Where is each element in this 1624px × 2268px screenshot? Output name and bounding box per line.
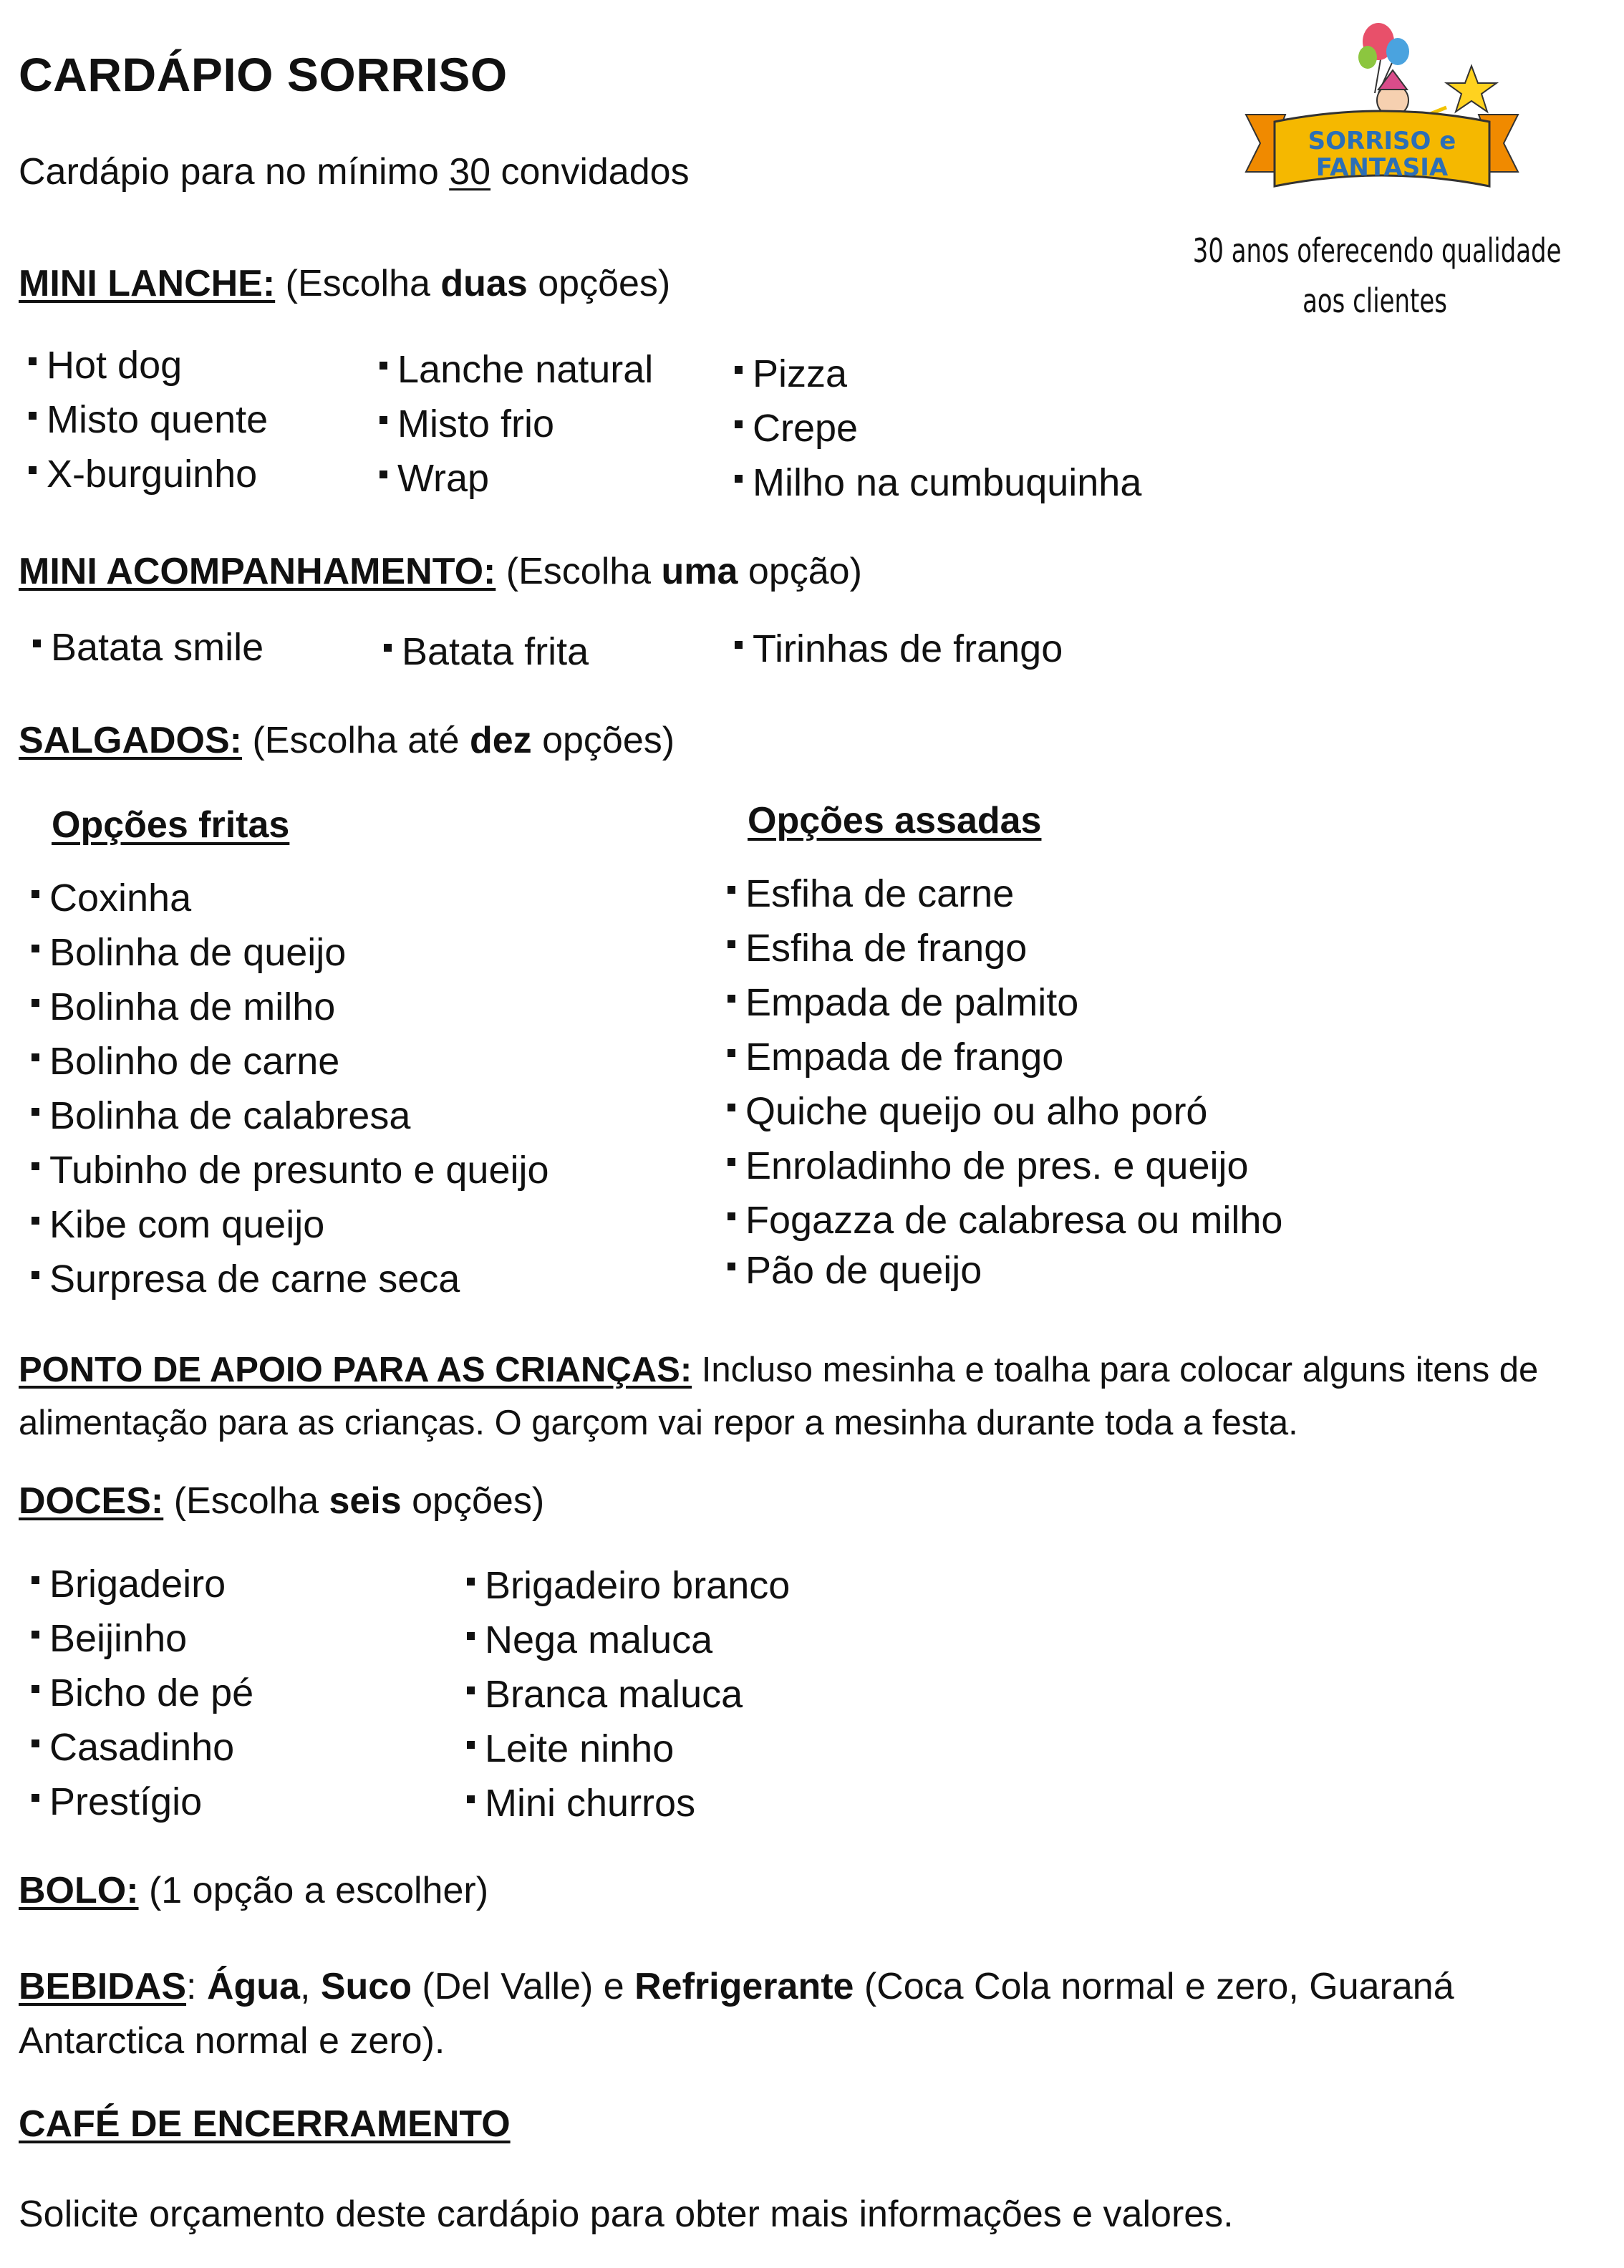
- bullet-icon: [735, 641, 743, 649]
- section-title: BEBIDAS: [19, 1966, 187, 2007]
- bullet-icon: [29, 357, 37, 365]
- item-label: Misto quente: [47, 398, 269, 441]
- mini-lanche-col2: [380, 342, 653, 506]
- heading-emphasis: dez: [469, 720, 532, 761]
- item-label: Pão de queijo: [745, 1249, 982, 1292]
- bullet-icon: [32, 1217, 39, 1225]
- drink-suco: Suco: [320, 1966, 412, 2007]
- bullet-icon: [32, 1053, 39, 1061]
- section-title: SALGADOS:: [19, 720, 242, 761]
- section-title: MINI LANCHE:: [19, 263, 276, 304]
- section-text: Incluso mesinha e toalha para colocar alguns itens de alimentação para as crianças. O garçom vai repor a mesinha durante toda a festa.: [19, 1351, 1539, 1442]
- item-label: Tirinhas de frango: [753, 627, 1063, 670]
- item-label: Kibe com queijo: [49, 1203, 325, 1246]
- heading-emphasis: uma: [661, 551, 738, 592]
- item-label: Casadinho: [49, 1726, 235, 1769]
- list-item: [32, 1611, 253, 1666]
- section-title: DOCES:: [19, 1480, 164, 1522]
- bullet-icon: [32, 1162, 39, 1170]
- item-label: Bolinha de queijo: [49, 931, 347, 974]
- tagline-line2: aos clientes: [1302, 281, 1447, 320]
- tagline: [1192, 226, 1562, 326]
- bullet-icon: [384, 644, 392, 652]
- item-label: Nega maluca: [485, 1618, 713, 1661]
- mini-lanche-heading: [19, 262, 670, 305]
- punct: :: [186, 1966, 207, 2007]
- list-item: [380, 342, 653, 397]
- tagline-line1: 30 anos oferecendo qualidade: [1192, 231, 1562, 270]
- list-item: [728, 1139, 1282, 1193]
- item-label: Empada de palmito: [745, 981, 1079, 1024]
- subtitle-before: Cardápio para no mínimo: [19, 151, 450, 193]
- bullet-icon: [32, 945, 39, 952]
- list-item: [33, 620, 264, 675]
- heading-text: (1 opção a escolher): [138, 1870, 489, 1911]
- bolo-heading: [19, 1869, 488, 1912]
- item-label: Empada de frango: [745, 1036, 1064, 1078]
- logo-line1: SORRISO e: [1308, 127, 1456, 155]
- list-item: [735, 455, 1141, 510]
- bullet-icon: [467, 1686, 475, 1694]
- item-label: Pizza: [753, 352, 848, 395]
- bullet-icon: [728, 1049, 735, 1057]
- mini-acompanhamento-heading: [19, 550, 862, 593]
- fritas-list: [32, 871, 549, 1306]
- item-label: Bicho de pé: [49, 1671, 254, 1714]
- item-label: Surpresa de carne seca: [49, 1258, 460, 1301]
- list-item: [32, 1089, 549, 1143]
- item-label: Enroladinho de pres. e queijo: [745, 1144, 1249, 1187]
- list-item: [32, 1557, 253, 1611]
- drink-refrigerante: Refrigerante: [634, 1966, 854, 2007]
- bullet-icon: [467, 1578, 475, 1586]
- item-label: Milho na cumbuquinha: [753, 461, 1142, 504]
- bullet-icon: [728, 1104, 735, 1111]
- item-label: Fogazza de calabresa ou milho: [745, 1199, 1283, 1242]
- item-label: Esfiha de frango: [745, 927, 1028, 970]
- heading-text: (Escolha: [163, 1480, 329, 1522]
- list-item: [29, 392, 268, 447]
- list-item: [29, 447, 268, 501]
- bullet-icon: [32, 1739, 39, 1747]
- bullet-icon: [735, 420, 743, 428]
- logo-line2: FANTASIA: [1315, 153, 1449, 182]
- item-label: Beijinho: [49, 1617, 188, 1660]
- bullet-icon: [32, 1108, 39, 1116]
- bullet-icon: [32, 1576, 39, 1584]
- bullet-icon: [29, 466, 37, 474]
- heading-text: opções): [527, 263, 671, 304]
- item-label: Bolinha de calabresa: [49, 1094, 411, 1137]
- list-item: [728, 1193, 1282, 1248]
- item-label: Bolinho de carne: [49, 1040, 340, 1083]
- item-label: Esfiha de carne: [745, 872, 1015, 915]
- item-label: Quiche queijo ou alho poró: [745, 1090, 1208, 1133]
- bullet-icon: [728, 886, 735, 894]
- item-label: Bolinha de milho: [49, 985, 336, 1028]
- heading-text: (Escolha até: [242, 720, 470, 761]
- fritas-subheading: Opções fritas: [52, 804, 290, 846]
- bebidas-paragraph: [19, 1959, 1558, 2068]
- list-item: [380, 397, 653, 451]
- bullet-icon: [467, 1795, 475, 1803]
- item-label: Lanche natural: [397, 348, 654, 391]
- item-label: Brigadeiro branco: [485, 1564, 791, 1607]
- list-item: [384, 624, 589, 679]
- heading-text: (Escolha: [275, 263, 441, 304]
- heading-emphasis: seis: [329, 1480, 402, 1522]
- mini-lanche-col1: [29, 338, 268, 501]
- list-item: [467, 1558, 790, 1613]
- list-item: [29, 338, 268, 392]
- list-item: [735, 622, 1063, 676]
- bullet-icon: [380, 471, 387, 478]
- list-item: [380, 451, 653, 506]
- list-item: [32, 1666, 253, 1720]
- mini-lanche-col3: [735, 347, 1141, 510]
- assadas-list: [728, 867, 1282, 1293]
- bullet-icon: [728, 1263, 735, 1270]
- list-item: [728, 1248, 1282, 1293]
- bullet-icon: [735, 475, 743, 483]
- list-item: [735, 401, 1141, 455]
- list-item: [32, 1197, 549, 1252]
- drink-agua: Água: [206, 1966, 300, 2007]
- doces-col1: [32, 1557, 253, 1829]
- assadas-subheading: Opções assadas: [748, 800, 1042, 841]
- subtitle-after: convidados: [490, 151, 690, 193]
- list-item: [32, 1775, 253, 1829]
- item-label: Crepe: [753, 407, 859, 450]
- cafe-heading: [19, 2103, 511, 2146]
- mini-acomp-col3: [735, 622, 1063, 676]
- heading-text: opção): [738, 551, 862, 592]
- list-item: [467, 1613, 790, 1667]
- list-item: [735, 347, 1141, 401]
- salgados-heading: [19, 719, 675, 762]
- footer-text: Solicite orçamento deste cardápio para obter mais informações e valores.: [19, 2194, 1234, 2235]
- bullet-icon: [32, 890, 39, 898]
- item-label: X-burguinho: [47, 453, 258, 496]
- heading-text: (Escolha: [496, 551, 662, 592]
- list-item: [32, 1252, 549, 1306]
- bullet-icon: [728, 1158, 735, 1166]
- bullet-icon: [32, 1794, 39, 1802]
- list-item: [728, 975, 1282, 1030]
- list-item: [32, 1720, 253, 1775]
- item-label: Wrap: [397, 457, 490, 500]
- list-item: [467, 1722, 790, 1776]
- list-item: [32, 925, 549, 980]
- bullet-icon: [32, 1685, 39, 1693]
- section-title: BOLO:: [19, 1870, 139, 1911]
- item-label: Hot dog: [47, 344, 183, 387]
- bullet-icon: [33, 640, 41, 647]
- bullet-icon: [29, 412, 37, 420]
- list-item: [467, 1776, 790, 1830]
- bullet-icon: [728, 995, 735, 1003]
- bullet-icon: [467, 1741, 475, 1749]
- ponto-apoio-paragraph: [19, 1343, 1594, 1449]
- section-title: CAFÉ DE ENCERRAMENTO: [19, 2103, 511, 2145]
- mini-acomp-col2: [384, 624, 589, 679]
- guest-minimum-text: [19, 150, 690, 193]
- list-item: [32, 980, 549, 1034]
- bullet-icon: [380, 416, 387, 424]
- bullet-icon: [728, 1212, 735, 1220]
- page-title: CARDÁPIO SORRISO: [19, 48, 508, 101]
- item-label: Leite ninho: [485, 1727, 675, 1770]
- section-title: PONTO DE APOIO PARA AS CRIANÇAS:: [19, 1351, 692, 1389]
- list-item: [728, 1030, 1282, 1084]
- doces-col2: [467, 1558, 790, 1830]
- bullet-icon: [32, 1271, 39, 1279]
- mini-acomp-col1: [33, 620, 264, 675]
- bullet-icon: [380, 362, 387, 370]
- list-item: [728, 1084, 1282, 1139]
- heading-emphasis: duas: [440, 263, 528, 304]
- heading-text: opções): [531, 720, 675, 761]
- section-title: MINI ACOMPANHAMENTO:: [19, 551, 496, 592]
- punct: ,: [299, 1966, 321, 2007]
- list-item: [467, 1667, 790, 1722]
- drink-note: (Del Valle) e: [411, 1966, 635, 2007]
- item-label: Brigadeiro: [49, 1563, 226, 1606]
- item-label: Prestígio: [49, 1780, 203, 1823]
- bullet-icon: [467, 1632, 475, 1640]
- drink-note: (Coca Cola normal e zero, Guaraná Antarctica normal e zero).: [19, 1966, 1454, 2062]
- sorriso-fantasia-logo: [1232, 14, 1532, 215]
- list-item: [32, 1143, 549, 1197]
- list-item: [728, 867, 1282, 921]
- list-item: [728, 921, 1282, 975]
- doces-heading: [19, 1480, 544, 1523]
- bullet-icon: [735, 366, 743, 374]
- item-label: Branca maluca: [485, 1673, 743, 1716]
- item-label: Batata frita: [402, 630, 589, 673]
- bullet-icon: [32, 999, 39, 1007]
- item-label: Batata smile: [51, 626, 264, 669]
- item-label: Misto frio: [397, 402, 555, 445]
- heading-text: opções): [401, 1480, 545, 1522]
- list-item: [32, 871, 549, 925]
- item-label: Mini churros: [485, 1782, 696, 1825]
- list-item: [32, 1034, 549, 1089]
- item-label: Tubinho de presunto e queijo: [49, 1149, 549, 1192]
- bullet-icon: [32, 1631, 39, 1639]
- bullet-icon: [728, 940, 735, 948]
- item-label: Coxinha: [49, 877, 192, 920]
- guest-count: 30: [449, 151, 491, 193]
